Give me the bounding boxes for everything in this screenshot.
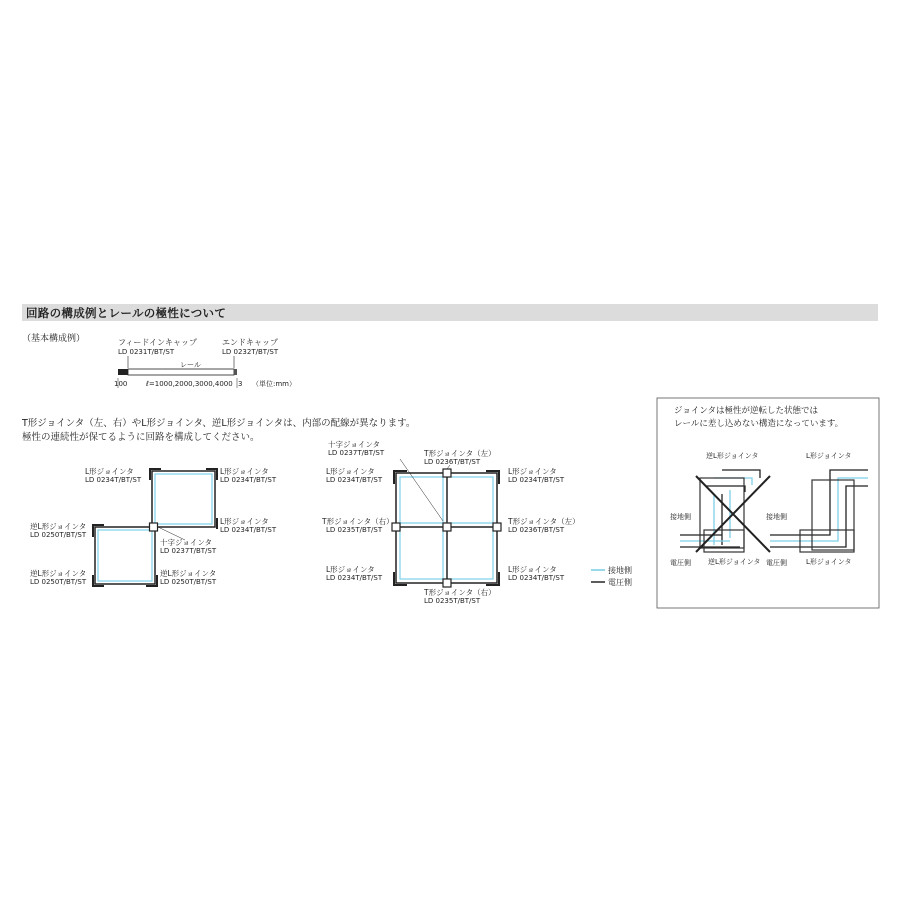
cross-joint-name: 十字ジョインタ bbox=[160, 538, 213, 547]
l-joint-tl-code: LD 0234T/BT/ST bbox=[85, 476, 142, 484]
mid-t-left-code: LD 0235T/BT/ST bbox=[326, 526, 383, 534]
rl-joint-bl-name: 逆L形ジョインタ bbox=[30, 569, 87, 578]
basic-config-label: （基本構成例） bbox=[22, 334, 86, 344]
mid-t-top-code: LD 0236T/BT/ST bbox=[424, 458, 481, 466]
l-joint-tr-name: L形ジョインタ bbox=[220, 467, 269, 476]
mid-t-top-name: T形ジョインタ（左） bbox=[424, 449, 496, 458]
dim-left: 100 bbox=[114, 380, 128, 388]
mid-t-right-code: LD 0236T/BT/ST bbox=[508, 526, 565, 534]
note-line-1: T形ジョインタ（左、右）やL形ジョインタ、逆L形ジョインタは、内部の配線が異なります。 bbox=[22, 418, 416, 429]
feed-cap-shape bbox=[118, 369, 128, 375]
b-voltage-label: 電圧側 bbox=[766, 559, 787, 567]
dim-rail: ℓ=1000,2000,3000,4000 bbox=[146, 380, 233, 388]
mid-l-br-code: LD 0234T/BT/ST bbox=[508, 574, 565, 582]
mid-t-bottom-name: T形ジョインタ（右） bbox=[424, 588, 496, 597]
rl-joint-tl-name: 逆L形ジョインタ bbox=[30, 522, 87, 531]
left-circuit-diagram bbox=[30, 467, 277, 586]
end-cap-shape bbox=[234, 369, 237, 375]
cross-joint-code: LD 0237T/BT/ST bbox=[160, 547, 217, 555]
rail-label: レール bbox=[180, 361, 201, 369]
mid-l-tr-name: L形ジョインタ bbox=[508, 467, 557, 476]
feed-cap-name: フィードインキャップ bbox=[118, 338, 197, 347]
l-joint-r-code: LD 0234T/BT/ST bbox=[220, 526, 277, 534]
b-ground-label: 接地側 bbox=[766, 513, 787, 521]
mid-t-left-name: T形ジョインタ（右） bbox=[322, 517, 394, 526]
mid-t-right-name: T形ジョインタ（左） bbox=[508, 517, 580, 526]
mid-l-bl-code: LD 0234T/BT/ST bbox=[326, 574, 383, 582]
mid-l-tl-name: L形ジョインタ bbox=[326, 467, 375, 476]
mid-l-bl-name: L形ジョインタ bbox=[326, 565, 375, 574]
note-line-2: 極性の連続性が保てるように回路を構成してください。 bbox=[22, 432, 260, 443]
l-joint-tl-name: L形ジョインタ bbox=[85, 467, 134, 476]
l-joint-tr-code: LD 0234T/BT/ST bbox=[220, 476, 277, 484]
dim-right: 3 bbox=[238, 380, 243, 388]
rl-joint-br-code: LD 0250T/BT/ST bbox=[160, 578, 217, 586]
basic-config-figure bbox=[114, 338, 296, 388]
mid-cross-code: LD 0237T/BT/ST bbox=[328, 449, 385, 457]
section-title: 回路の構成例とレールの極性について bbox=[26, 306, 227, 320]
mid-l-tr-code: LD 0234T/BT/ST bbox=[508, 476, 565, 484]
rl-joint-br-name: 逆L形ジョインタ bbox=[160, 569, 217, 578]
legend-voltage-label: 電圧側 bbox=[608, 578, 632, 587]
rl-joint-tl-code: LD 0250T/BT/ST bbox=[30, 531, 87, 539]
rail-shape bbox=[128, 369, 234, 375]
a-ground-label: 接地側 bbox=[670, 513, 691, 521]
end-cap-code: LD 0232T/BT/ST bbox=[222, 348, 279, 356]
polarity-note-box bbox=[657, 398, 879, 608]
box-note-line-2: レールに差し込めない構造になっています。 bbox=[674, 419, 844, 429]
a-voltage-label: 電圧側 bbox=[670, 559, 691, 567]
legend-ground-label: 接地側 bbox=[608, 566, 632, 575]
unit-label: （単位:mm） bbox=[252, 380, 296, 388]
b-top-label: L形ジョインタ bbox=[806, 452, 852, 460]
rl-joint-bl-code: LD 0250T/BT/ST bbox=[30, 578, 87, 586]
a-top-label: 逆L形ジョインタ bbox=[706, 452, 759, 460]
a-bottom-label: 逆L形ジョインタ bbox=[708, 558, 761, 566]
mid-t-bottom-code: LD 0235T/BT/ST bbox=[424, 597, 481, 605]
mid-cross-name: 十字ジョインタ bbox=[328, 440, 381, 449]
legend bbox=[591, 565, 632, 587]
box-note-line-1: ジョインタは極性が逆転した状態では bbox=[674, 406, 818, 416]
end-cap-name: エンドキャップ bbox=[222, 338, 278, 347]
mid-l-tl-code: LD 0234T/BT/ST bbox=[326, 476, 383, 484]
middle-circuit-diagram bbox=[321, 439, 580, 605]
feed-cap-code: LD 0231T/BT/ST bbox=[118, 348, 175, 356]
l-joint-r-name: L形ジョインタ bbox=[220, 517, 269, 526]
mid-l-br-name: L形ジョインタ bbox=[508, 565, 557, 574]
b-bottom-label: L形ジョインタ bbox=[806, 558, 852, 566]
